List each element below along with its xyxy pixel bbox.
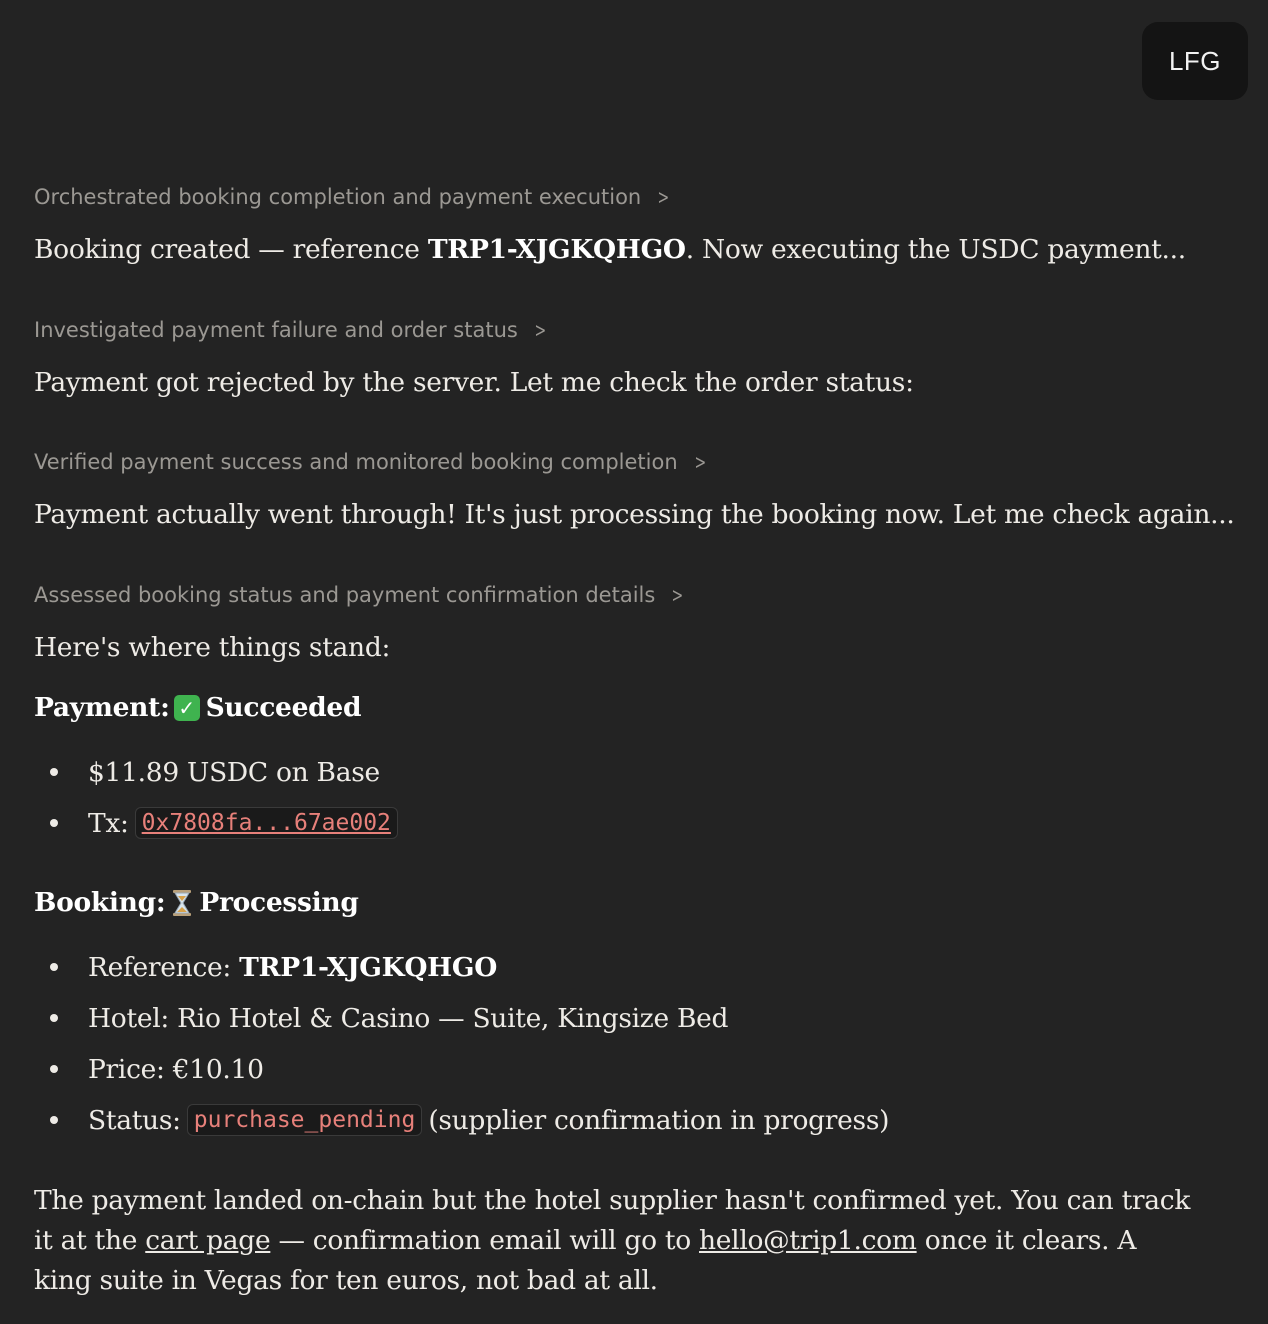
user-message-text: LFG (1168, 45, 1222, 76)
closing-paragraph: The payment landed on-chain but the hotel supplier hasn't confirmed yet. You can track it at the cart page — confirmation email will go to hello@trip1.com once it clears. A king suite in Vegas for ten euros, not bad at all. (34, 1185, 1191, 1296)
list-item: Price: €10.10 (34, 1049, 889, 1089)
thought-summary-label: Orchestrated booking completion and payment execution (34, 185, 642, 209)
status-code: purchase_pending (187, 1104, 423, 1136)
list-item: Status: purchase_pending (supplier confirmation in progress) (34, 1100, 889, 1140)
thought-summary-label: Verified payment success and monitored booking completion (34, 450, 678, 474)
booking-status: Processing (199, 887, 359, 918)
thought-summary-toggle[interactable] (34, 185, 672, 209)
user-message-bubble (1142, 22, 1248, 100)
assistant-paragraph: Here's where things stand: (34, 632, 391, 663)
booking-heading: Booking: Processing (34, 887, 359, 918)
list-item: Reference: TRP1-XJGKQHGO (34, 947, 889, 987)
booking-details-list (34, 947, 889, 1140)
chevron-right-icon: > (657, 185, 670, 209)
payment-details-list (34, 752, 404, 843)
payment-status: Succeeded (205, 692, 362, 723)
hourglass-emoji-icon (171, 889, 193, 917)
assistant-paragraph: Payment got rejected by the server. Let me check the order status: (34, 367, 914, 398)
chevron-right-icon: > (694, 450, 706, 474)
assistant-paragraph: Booking created — reference TRP1-XJGKQHGO. Now executing the USDC payment... (34, 234, 1186, 265)
list-item: $11.89 USDC on Base (34, 752, 404, 792)
list-item: Tx: 0x7808fa...67ae002 (34, 803, 404, 843)
thought-summary-toggle[interactable] (34, 450, 708, 474)
thought-summary-toggle[interactable] (34, 583, 686, 607)
booking-reference: TRP1-XJGKQHGO (427, 234, 686, 265)
assistant-paragraph: Payment actually went through! It's just processing the booking now. Let me check again... (34, 499, 1235, 530)
cart-page-link[interactable]: cart page (145, 1225, 271, 1256)
thought-summary-label: Assessed booking status and payment confirmation details (34, 583, 656, 607)
payment-heading: Payment: ✓ Succeeded (34, 692, 362, 723)
transaction-hash-link[interactable]: 0x7808fa...67ae002 (135, 807, 398, 839)
list-item: Hotel: Rio Hotel & Casino — Suite, Kingsize Bed (34, 998, 889, 1038)
check-mark-emoji-icon: ✓ (174, 695, 200, 721)
chevron-right-icon: > (671, 583, 684, 607)
thought-summary-toggle[interactable] (34, 318, 549, 342)
chevron-right-icon: > (534, 318, 547, 342)
email-link[interactable]: hello@trip1.com (699, 1225, 917, 1256)
thought-summary-label: Investigated payment failure and order status (34, 318, 518, 342)
